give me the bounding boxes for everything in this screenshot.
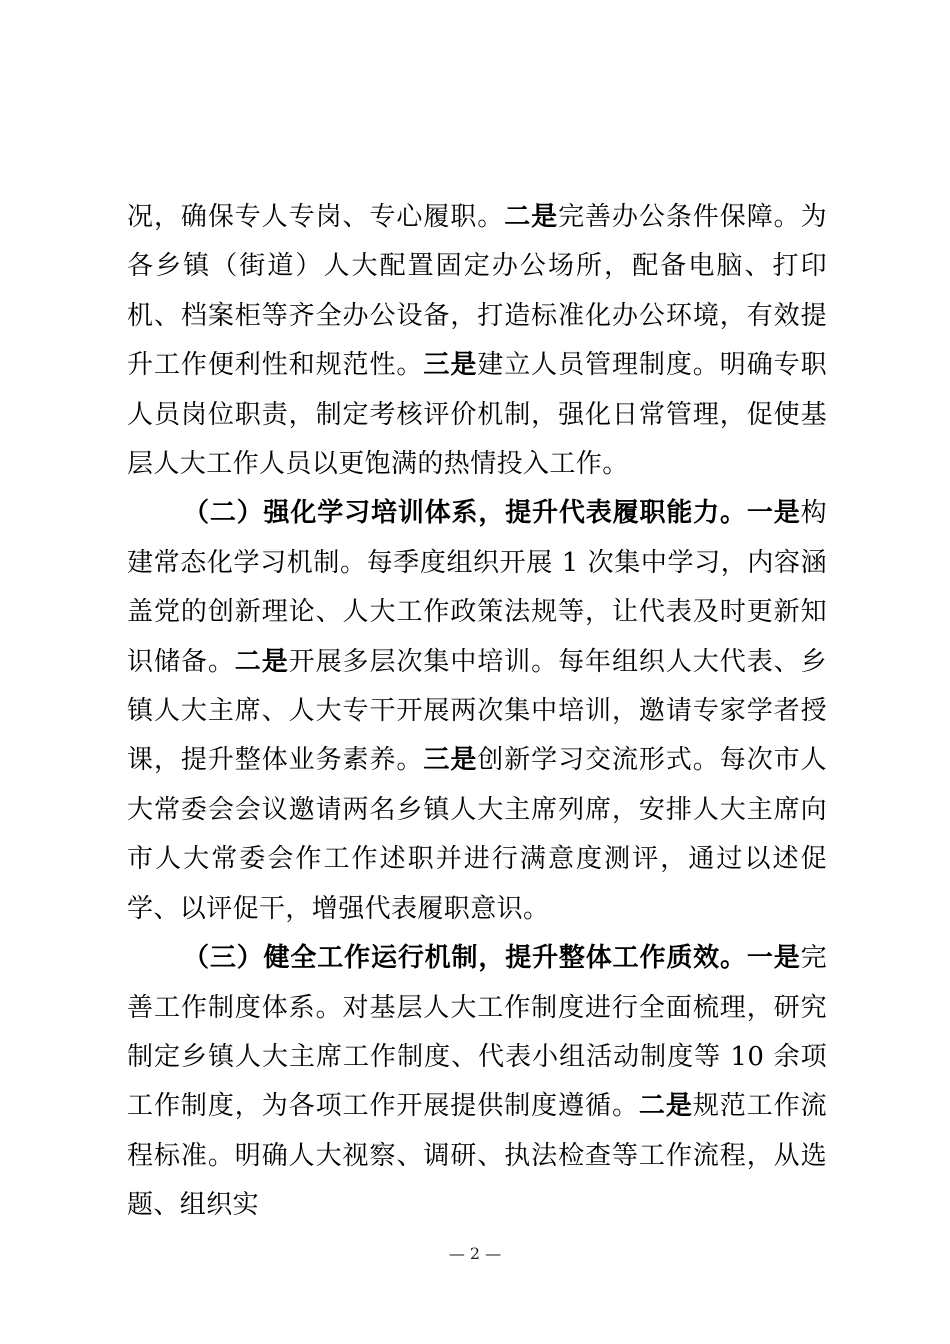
text-run: 完善办公条件保障。为各乡镇（街道）人大配置固定办公场所，配备电脑、打印机、档案柜等齐全办公设备，打造标准化办公环境，有效提升工作便利性和规范性。 — [127, 202, 827, 381]
bold-run: 三是 — [423, 745, 478, 776]
text-run: 创新学习交流形式。每次市人大常委会会议邀请两名乡镇人大主席列席，安排人大主席向市人大常委会作工作述职并进行满意度测评，通过以述促学、以评促干，增强代表履职意识。 — [127, 745, 827, 924]
bold-run: 二是 — [638, 1091, 693, 1122]
bold-run: 二是 — [234, 646, 289, 677]
text-run: 况，确保专人专岗、专心履职。 — [127, 202, 505, 232]
section-heading: （三）健全工作运行机制，提升整体工作质效。一是 — [183, 943, 801, 974]
paragraph-1 — [127, 193, 827, 489]
paragraph-2 — [127, 489, 827, 934]
text-run: 规范工作流程标准。明确人大视察、调研、执法检查等工作流程，从选题、组织实 — [127, 1091, 827, 1221]
page-number: — 2 — — [448, 1244, 502, 1263]
section-heading: （二）强化学习培训体系，提升代表履职能力。一是 — [183, 498, 801, 529]
text-run: 建立人员管理制度。明确专职人员岗位职责，制定考核评价机制，强化日常管理，促使基层人大工作人员以更饱满的热情投入工作。 — [127, 350, 827, 480]
bold-run: 二是 — [504, 202, 559, 232]
text-run: 完善工作制度体系。对基层人大工作制度进行全面梳理，研究制定乡镇人大主席工作制度、代表小组活动制度等 10 余项工作制度，为各项工作开展提供制度遵循。 — [127, 943, 827, 1122]
document-body — [127, 193, 827, 1231]
bold-run: 三是 — [423, 350, 478, 381]
text-run: 构建常态化学习机制。每季度组织开展 1 次集中学习，内容涵盖党的创新理论、人大工作政策法规等，让代表及时更新知识储备。 — [127, 498, 827, 677]
paragraph-3 — [127, 934, 827, 1230]
text-run: 开展多层次集中培训。每年组织人大代表、乡镇人大主席、人大专干开展两次集中培训，邀请专家学者授课，提升整体业务素养。 — [127, 646, 827, 776]
